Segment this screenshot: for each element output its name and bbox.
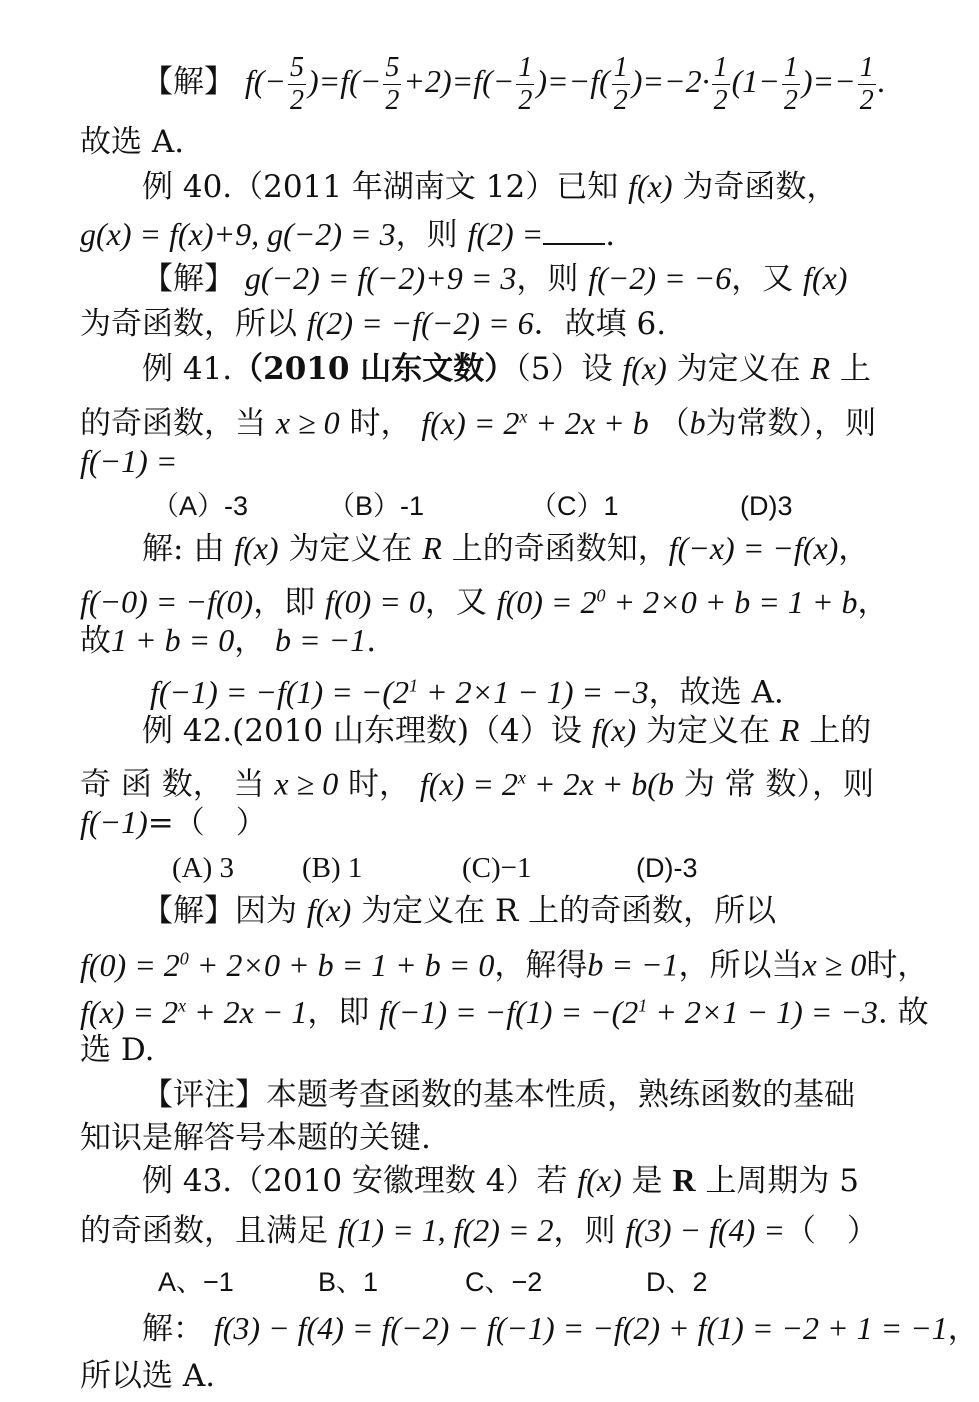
- ex41-header: [0, 348, 945, 389]
- ex40-stem-b: 为奇函数，: [682, 169, 838, 205]
- ex42-def: $f(x) = 2^x + 2x + b(b$: [419, 765, 674, 802]
- ex40-sol-eq3: f(2) = −f(−2) = 6: [306, 305, 534, 341]
- ex42-sol-text: 为定义在 R 上的奇函数，所以: [361, 893, 777, 929]
- ex42-text: 上的: [809, 713, 872, 749]
- ex42-R: R: [779, 712, 800, 748]
- ex40-ask: f(2) =: [467, 216, 544, 252]
- ex41-sol-end: ，故选 A.: [648, 674, 784, 711]
- ex43-source: （2010 安徽理数 4）: [232, 1163, 537, 1199]
- ex41-text: 的奇函数，当: [80, 405, 266, 442]
- ex41-sol-text: 故: [80, 623, 111, 659]
- ex42-solution-2: [0, 938, 945, 986]
- ex41-solution-4: [0, 665, 945, 713]
- ex41-sol-text: 上的奇函数知，: [451, 531, 669, 567]
- ex42-text: 为定义在: [645, 713, 770, 749]
- solution-tag: 【解】: [142, 261, 235, 297]
- ex42-sol-eq: $f(-1) = -f(1) = -(2^1 + 2\times 1 - 1) = -3$: [379, 993, 878, 1030]
- ex42-option-b: (B) 1: [302, 852, 363, 884]
- ex41-solution-2: [0, 575, 945, 623]
- ex41-sol-text: ，: [838, 531, 870, 567]
- ex43-fx: f(x): [577, 1162, 622, 1198]
- ex42-note-1: [0, 1075, 945, 1115]
- ex40-stem: 已知: [556, 169, 619, 205]
- ex40-solution-1: [0, 258, 945, 299]
- ex42-num: （4）设: [469, 713, 582, 749]
- ex42-note-text: 本题考查函数的基本性质，熟练函数的基础: [266, 1077, 855, 1113]
- ex40-sol-eq1: g(−2) = f(−2)+9 = 3: [244, 260, 517, 296]
- ex41-sol-text: 为定义在: [288, 531, 413, 567]
- ex41-text: 上: [839, 351, 871, 387]
- ex41-text: 时，: [349, 405, 412, 442]
- ex41-text: 为定义在: [676, 351, 801, 387]
- ex42-sol-text: ，所以当: [678, 947, 803, 984]
- answer-blank: [543, 213, 605, 245]
- ex42-option-a: (A) 3: [172, 852, 235, 884]
- ex40-title: 例 40.: [142, 169, 233, 205]
- ex43-text: 是: [631, 1163, 663, 1199]
- ex43-text: 若: [536, 1163, 568, 1199]
- solution-tag: 解：: [142, 1311, 204, 1347]
- solution-tag: 【解】: [142, 63, 235, 100]
- ex42-title: 例 42.: [142, 713, 233, 749]
- ex41-solution-3: [0, 620, 945, 661]
- ex42-option-d: (D)-3: [636, 853, 698, 883]
- ex41-sol-R: R: [422, 530, 442, 566]
- ex40-solution-2: [0, 303, 945, 344]
- ex42-solution-1: [0, 890, 945, 931]
- ex40-condition: [0, 213, 945, 255]
- ex43-R: R: [672, 1162, 696, 1198]
- ex40-end: .: [605, 217, 616, 253]
- ex43-sol-eq: f(3) − f(4) = f(−2) − f(−1) = −f(2) + f(1) = −2 + 1 = −1: [213, 1310, 948, 1346]
- ex42-sol-text: ，解得: [494, 947, 588, 984]
- ex41-sol-text: ，即: [253, 584, 316, 621]
- ex41-R: R: [810, 350, 830, 386]
- ex41-sol-text: ，: [857, 584, 889, 621]
- ex43-title: 例 43.: [142, 1163, 233, 1199]
- ex41-text: （: [658, 405, 690, 442]
- ex42-sol-fx: f(x): [306, 892, 352, 928]
- ex43-option-a: A、−1: [158, 1267, 234, 1297]
- ex42-paren: =（ ）: [147, 805, 267, 841]
- ex42-sol-text: . 故: [877, 994, 929, 1031]
- ex41-option-d: (D)3: [740, 491, 793, 521]
- ex41-solution-1: [0, 528, 945, 569]
- ex41-text: 为常数），则: [705, 405, 877, 442]
- ex43-text: 的奇函数，且满足: [80, 1213, 328, 1249]
- ex42-sol-eq: $f(x) = 2^x + 2x - 1$: [80, 993, 308, 1030]
- ex39-solution-line: [0, 52, 945, 117]
- ex41-num: （5）设: [515, 351, 613, 387]
- ex42-text: 为 常 数），则: [683, 766, 875, 803]
- solution-tag: 解:: [142, 531, 184, 567]
- note-tag: 【评注】: [142, 1077, 266, 1113]
- ex39-formula: f(− $\frac{5}{2}$ )=f(− $\frac{5}{2}$ +2)=f(− $\frac{1}{2}$ )=−f( $\frac{1}{2}$ )=−2· $\frac{1}{2}$ (1− $\frac{1}{2}$ )=− $\frac{1}{2}$ .: [244, 52, 886, 116]
- ex41-sol-eq: b = −1: [275, 622, 367, 658]
- ex40-cond: g(x) = f(x)+9, g(−2) = 3: [80, 216, 396, 252]
- ex40-sol-text: ，又: [731, 261, 794, 297]
- ex41-sol-eq: $f(-1) = -f(1) = -(2^1 + 2\times 1 - 1) = -3$: [150, 673, 649, 710]
- ex42-text: 奇 函 数， 当: [80, 766, 265, 803]
- ex42-sol-eq: b = −1: [587, 946, 679, 983]
- ex42-fx: f(x): [591, 712, 637, 748]
- ex41-cond: x ≥ 0: [275, 404, 340, 441]
- ex43-paren: （ ）: [784, 1213, 878, 1249]
- ex42-option-c: (C)−1: [462, 852, 532, 884]
- ex42-sol-text: 时，: [866, 947, 929, 984]
- ex43-line2: [0, 1210, 945, 1251]
- ex43-sol-text: ，: [947, 1311, 979, 1347]
- ex41-sol-eq: f(−x) = −f(x): [668, 530, 839, 566]
- ex42-ask-eq: f(−1): [80, 804, 148, 840]
- ex40-sol-end: ．故填 6.: [533, 306, 667, 342]
- ex42-text: 时，: [348, 766, 411, 803]
- ex41-option-a: （A）-3: [152, 491, 249, 521]
- ex41-title: 例 41.: [142, 351, 233, 387]
- ex42-sol-eq: $f(0) = 2^0 + 2\times 0 + b = 1 + b = 0$: [80, 946, 495, 983]
- ex40-sol-fx: f(x): [803, 260, 848, 296]
- ex41-sol-eq: $f(0) = 2^0 + 2\times 0 + b = 1 + b$: [496, 583, 858, 620]
- ex41-b: b: [689, 404, 706, 441]
- ex43-conclusion: 所以选 A.: [80, 1358, 216, 1394]
- ex42-sol-text: 因为: [235, 893, 297, 929]
- ex41-sol-text: 由: [193, 531, 225, 567]
- ex40-source: （2011 年湖南文 12）: [232, 169, 557, 205]
- ex40-sol-text: 为奇函数，所以: [80, 306, 297, 342]
- ex41-option-c: （C）1: [530, 491, 619, 521]
- solution-tag: 【解】: [142, 893, 235, 929]
- ex42-ask: [0, 802, 945, 843]
- ex43-header: [0, 1160, 945, 1201]
- ex41-sol-text: ，又: [424, 584, 487, 621]
- ex41-source: （2010 山东文数）: [232, 351, 516, 387]
- ex43-cond: f(1) = 1, f(2) = 2: [337, 1212, 554, 1248]
- ex43-solution: [0, 1308, 979, 1349]
- ex43-option-b: B、1: [318, 1267, 379, 1297]
- ex41-option-b: （B）-1: [328, 491, 425, 521]
- ex41-ask-eq: f(−1) =: [80, 443, 178, 479]
- ex42-solution-4: 选 D.: [80, 1032, 155, 1068]
- ex41-ask: [0, 441, 945, 482]
- ex40-then: ，则: [395, 217, 458, 253]
- ex43-text: ，则: [553, 1213, 616, 1249]
- ex42-solution-3: [0, 985, 945, 1033]
- ex39-conclusion: 故选 A.: [80, 124, 185, 160]
- ex41-sol-text: ，: [234, 623, 266, 659]
- ex42-note-2: 知识是解答号本题的关键.: [80, 1120, 431, 1156]
- ex42-sol-text: ，即: [307, 994, 370, 1031]
- ex43-option-d: D、2: [646, 1267, 708, 1297]
- ex43-ask: f(3) − f(4) =: [625, 1212, 785, 1248]
- ex41-fx: f(x): [622, 350, 667, 386]
- ex41-line2: [0, 396, 945, 444]
- ex40-header: [0, 166, 945, 207]
- ex42-line2: [0, 757, 945, 805]
- ex40-fx: f(x): [628, 168, 673, 204]
- ex41-def: $f(x) = 2^x + 2x + b$: [421, 404, 649, 441]
- ex42-sol-eq: x ≥ 0: [802, 946, 867, 983]
- ex41-sol-fx: f(x): [234, 530, 279, 566]
- ex41-sol-text: .: [366, 623, 377, 659]
- ex42-cond: x ≥ 0: [274, 765, 339, 802]
- ex41-sol-eq: 1 + b = 0: [111, 622, 235, 658]
- ex41-sol-eq: f(−0) = −f(0): [80, 583, 254, 620]
- ex40-sol-text: ，则: [516, 261, 579, 297]
- ex42-header: [0, 710, 945, 751]
- ex43-option-c: C、−2: [465, 1267, 543, 1297]
- ex41-sol-eq: f(0) = 0: [325, 583, 425, 620]
- ex40-sol-eq2: f(−2) = −6: [588, 260, 732, 296]
- ex43-text: 上周期为 5: [705, 1163, 860, 1199]
- ex42-source: (2010 山东理数): [232, 713, 470, 749]
